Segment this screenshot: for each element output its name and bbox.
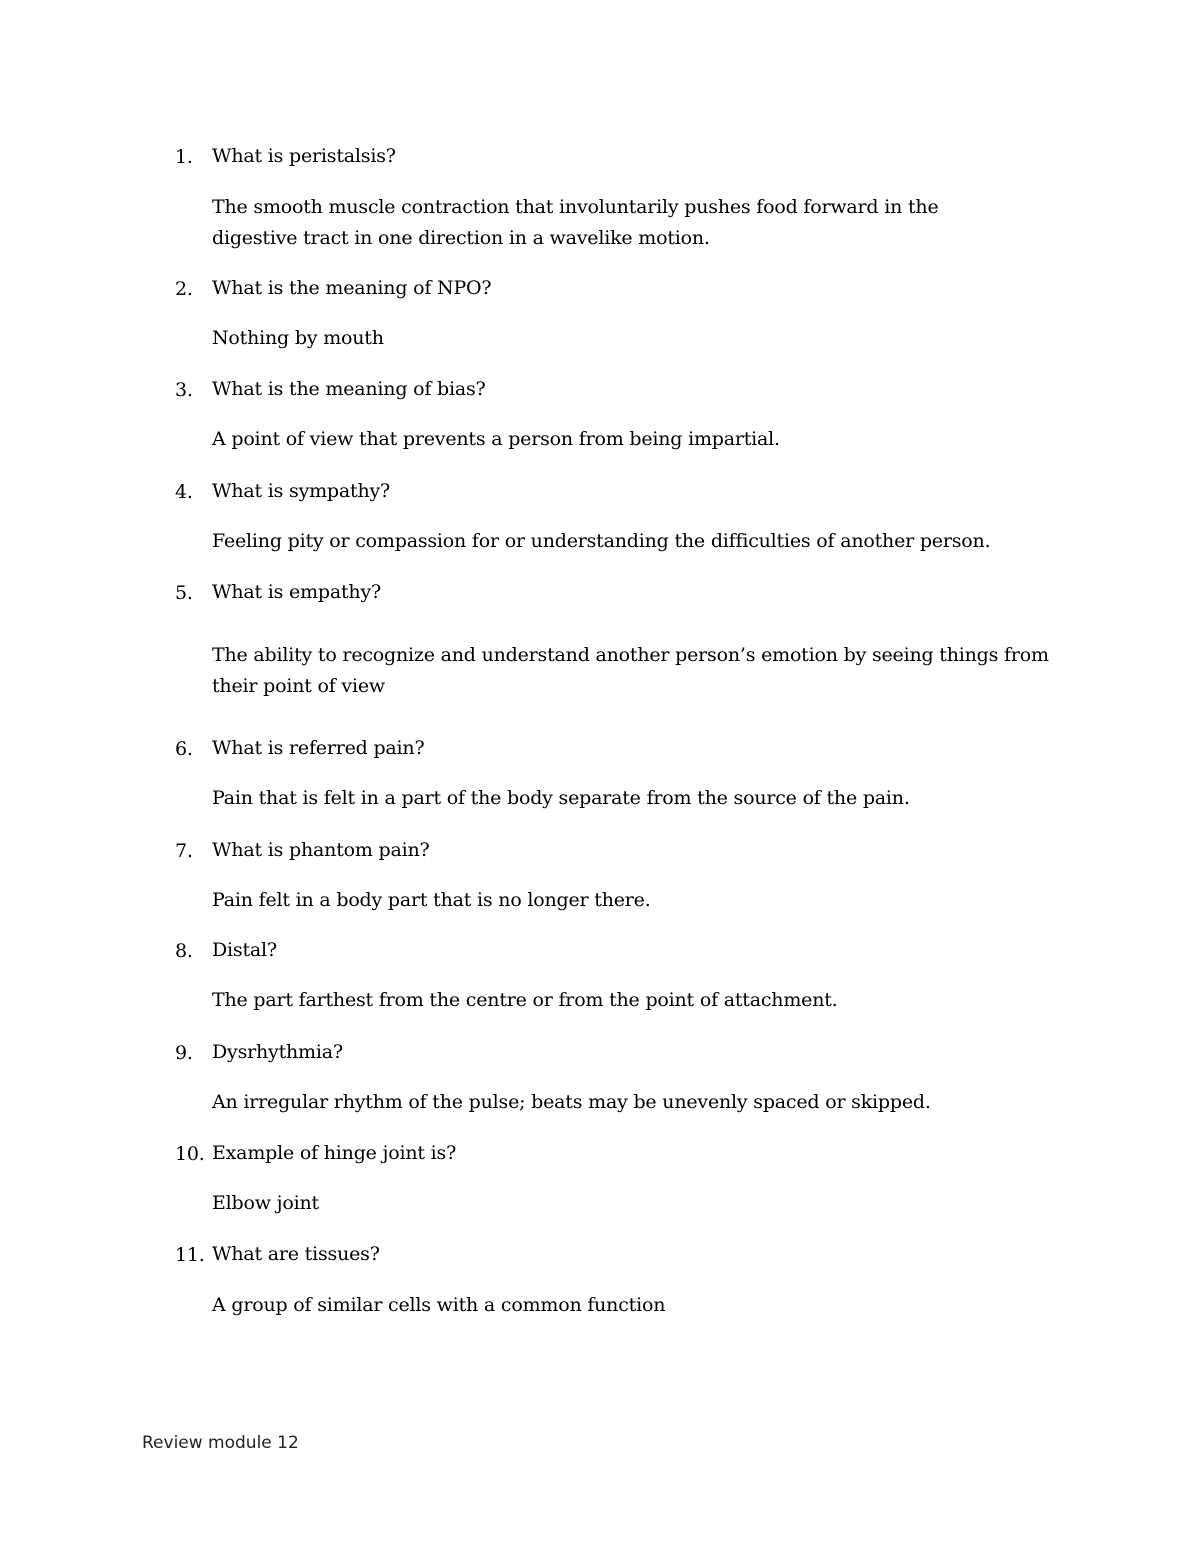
question-text: Example of hinge joint is? (212, 1142, 457, 1164)
answer-text: A group of similar cells with a common function (212, 1294, 666, 1316)
question-text: What is the meaning of bias? (212, 378, 486, 400)
question-text: What are tissues? (212, 1243, 380, 1265)
question-text: What is phantom pain? (212, 839, 430, 861)
page-footer: Review module 12 (142, 1433, 299, 1453)
question-number: 4. (175, 481, 193, 503)
question-number: 5. (175, 582, 193, 604)
answer-text: Nothing by mouth (212, 327, 384, 349)
question-number: 8. (175, 940, 193, 962)
answer-text: The smooth muscle contraction that involuntarily pushes food forward in the digestive tract in one direction in a wavelike motion. (212, 196, 939, 249)
question-number: 3. (175, 379, 193, 401)
question-text: Distal? (212, 939, 277, 961)
answer-text: The part farthest from the centre or from the point of attachment. (212, 989, 838, 1011)
question-number: 2. (175, 278, 193, 300)
question-number: 11. (175, 1244, 205, 1266)
answer-text: An irregular rhythm of the pulse; beats may be unevenly spaced or skipped. (212, 1091, 931, 1113)
question-number: 7. (175, 840, 193, 862)
question-number: 9. (175, 1042, 193, 1064)
question-number: 10. (175, 1143, 205, 1165)
question-text: What is sympathy? (212, 480, 391, 502)
question-text: What is the meaning of NPO? (212, 277, 492, 299)
question-text: What is referred pain? (212, 737, 425, 759)
answer-text: Pain that is felt in a part of the body separate from the source of the pain. (212, 787, 910, 809)
answer-text: Feeling pity or compassion for or understanding the difficulties of another person. (212, 530, 991, 552)
answer-text: A point of view that prevents a person from being impartial. (212, 428, 780, 450)
question-text: What is peristalsis? (212, 145, 396, 167)
answer-text: Pain felt in a body part that is no longer there. (212, 889, 651, 911)
question-number: 1. (175, 146, 193, 168)
question-text: What is empathy? (212, 581, 381, 603)
answer-text: Elbow joint (212, 1192, 319, 1214)
question-number: 6. (175, 738, 193, 760)
question-text: Dysrhythmia? (212, 1041, 343, 1063)
answer-text: The ability to recognize and understand another person’s emotion by seeing things from their point of view (212, 644, 1049, 697)
